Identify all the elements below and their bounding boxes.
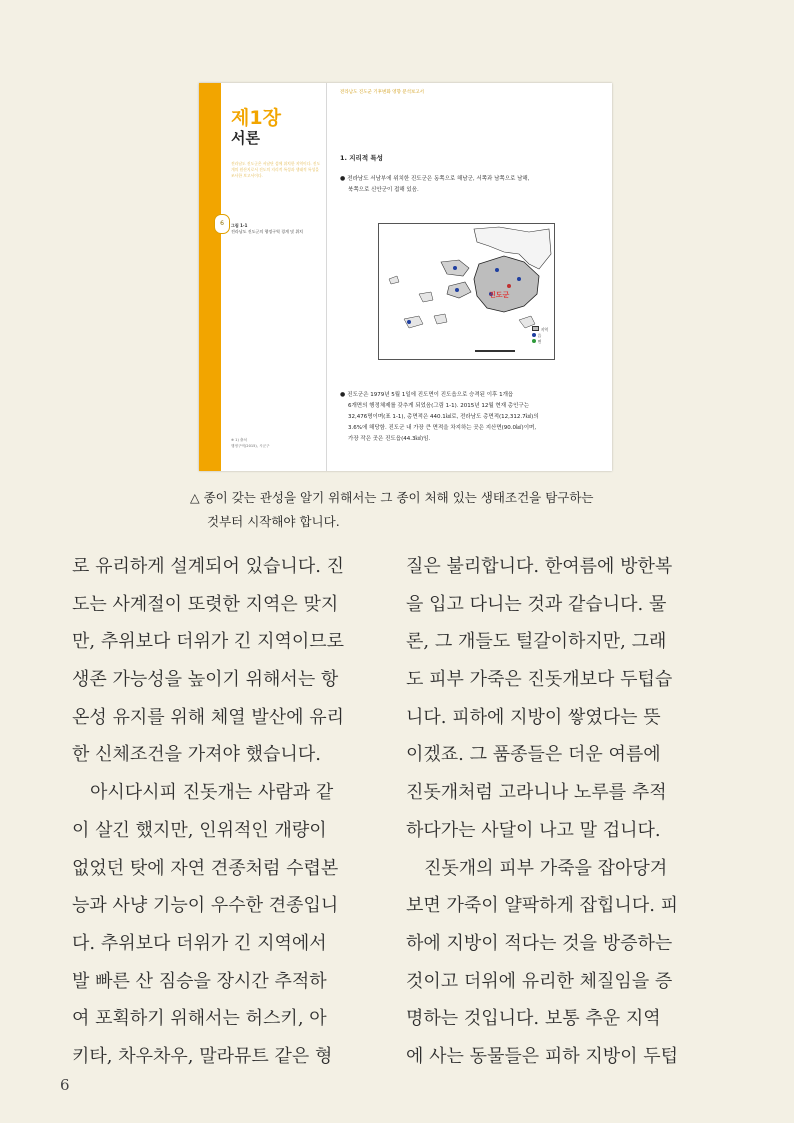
- text-line: 없었던 탓에 자연 견종처럼 수렵본: [72, 857, 339, 879]
- text-line: 것이고 더위에 유리한 체질임을 증: [406, 970, 673, 992]
- text-line: 발 빠른 산 짐승을 장시간 추적하: [72, 970, 327, 992]
- bullet-line: 전라남도 서남부에 위치한 진도군은 동쪽으로 해남군, 서쪽과 남쪽으로 남해,: [347, 176, 530, 182]
- township-marker: [407, 320, 411, 324]
- text-line: 온성 유지를 위해 체열 발산에 유리: [72, 706, 345, 728]
- county-seat-marker: [507, 284, 511, 288]
- legend-label: 지역: [540, 327, 548, 332]
- legend-swatch-myeon: [532, 339, 536, 343]
- legend-swatch-area: [532, 326, 539, 331]
- left-text-column: [72, 548, 372, 1076]
- running-header: 전라남도 진도군 기후변화 영향 분석보고서: [340, 90, 424, 95]
- text-line: 론, 그 개들도 털갈이하지만, 그래: [406, 631, 667, 653]
- text-line: 아시다시피 진돗개는 사람과 같: [72, 782, 334, 804]
- island-shape: [389, 276, 399, 284]
- text-line: 한 신체조건을 가져야 했습니다.: [72, 744, 321, 766]
- caption-line: 것부터 시작해야 합니다.: [207, 514, 340, 529]
- township-marker: [517, 277, 521, 281]
- figure-caption-text: 전라남도 진도군의 행정구역 경계 및 위치: [231, 228, 304, 234]
- text-line: 명하는 것입니다. 보통 추운 지역: [406, 1008, 661, 1030]
- page-number: 6: [60, 1076, 70, 1094]
- district-map: [378, 223, 555, 360]
- bullet-line: 32,476명이며(표 1-1), 총면적은 440.1㎢로, 전라남도 총면적(12,312.7㎢)의: [348, 414, 539, 420]
- bullet-icon: ●: [340, 391, 346, 398]
- source-note-line1: ※ 1) 출처: [231, 438, 247, 442]
- text-line: 진돗개처럼 고라니나 노루를 추적: [406, 782, 667, 804]
- map-legend: [532, 326, 548, 345]
- source-note-line2: 행정구역(2015), 시군구: [231, 443, 270, 448]
- chapter-color-bar: [199, 83, 221, 471]
- chapter-label: 제1장: [231, 107, 281, 129]
- text-line: 다. 추위보다 더위가 긴 지역에서: [72, 932, 327, 954]
- right-text-column: [406, 548, 706, 1076]
- text-line: 도 피부 가죽은 진돗개보다 두텁습: [406, 669, 673, 691]
- legend-label: 면: [537, 339, 542, 344]
- bullet-icon: ●: [340, 175, 346, 182]
- section-heading: 1. 지리적 특성: [340, 154, 383, 162]
- island-shape: [404, 316, 423, 328]
- chapter-summary: 전라남도 진도군은 서남단 섬에 위치한 지역이다. 진도개의 원산지로서 진도의 지리적 특성과 생태적 특성을 조사한 보고서이다.: [231, 161, 321, 178]
- bullet-line: 가장 작은 곳은 진도읍(44.3㎢)임.: [348, 436, 431, 442]
- bullet-line: 6개면의 행정체제를 갖추게 되었음(그림 1-1). 2015년 12월 현재 총인구는: [348, 403, 530, 409]
- text-line: 능과 사냥 기능이 우수한 견종입니: [72, 895, 339, 917]
- township-marker: [455, 288, 459, 292]
- scale-bar: [475, 350, 515, 352]
- text-line: 도는 사계절이 또렷한 지역은 맞지: [72, 593, 339, 615]
- township-marker: [453, 266, 457, 270]
- island-shape: [434, 314, 447, 324]
- district-label: 진도군: [489, 291, 510, 299]
- text-line: 하에 지방이 적다는 것을 방증하는: [406, 932, 673, 954]
- legend-label: 읍: [537, 333, 542, 338]
- photo-caption: [190, 486, 630, 534]
- text-line: 보면 가죽이 얄팍하게 잡힙니다. 피: [406, 895, 679, 917]
- chapter-title: 서론: [231, 129, 260, 147]
- island-shape: [419, 292, 433, 302]
- text-line: 질은 불리합니다. 한여름에 방한복: [406, 556, 673, 577]
- bullet-line: 3.6%에 해당함. 진도군 내 가장 큰 면적을 차지하는 곳은 지산면(90.0㎢)이며,: [348, 425, 537, 431]
- bullet-administration: [340, 389, 539, 445]
- bullet-line: 북쪽으로 신안군이 접해 있음.: [348, 187, 419, 193]
- chapter-sidebar: [221, 83, 326, 471]
- text-line: 만, 추위보다 더위가 긴 지역이므로: [72, 631, 345, 653]
- bullet-geography: [340, 173, 529, 196]
- text-line: 이겠죠. 그 품종들은 더운 여름에: [406, 744, 661, 766]
- map-illustration: [379, 224, 554, 359]
- legend-swatch-eup: [532, 333, 536, 337]
- figure-caption: [231, 223, 323, 234]
- bullet-line: 진도군은 1979년 5월 1일에 진도면이 진도읍으로 승격된 이후 1개읍: [347, 392, 514, 398]
- text-line: 에 사는 동물들은 피하 지방이 두텁: [406, 1045, 679, 1067]
- text-line: 여 포획하기 위해서는 허스키, 아: [72, 1008, 327, 1030]
- text-line: 생존 가능성을 높이기 위해서는 항: [72, 669, 339, 691]
- report-figure: [199, 83, 612, 471]
- text-line: 이 살긴 했지만, 인위적인 개량이: [72, 819, 327, 841]
- figure-caption-number: 그림 1-1: [231, 223, 248, 228]
- page-tab: 6: [214, 214, 230, 234]
- township-marker: [495, 268, 499, 272]
- text-line: 하다가는 사달이 나고 말 겁니다.: [406, 819, 661, 841]
- text-line: 을 입고 다니는 것과 같습니다. 물: [406, 593, 667, 615]
- text-line: 니다. 피하에 지방이 쌓였다는 뜻: [406, 706, 661, 728]
- column-divider: [326, 83, 327, 471]
- text-line: 로 유리하게 설계되어 있습니다. 진: [72, 556, 345, 577]
- source-note: [231, 438, 323, 449]
- text-line: 키타, 차우차우, 말라뮤트 같은 형: [72, 1045, 333, 1067]
- report-main: [336, 83, 604, 471]
- caption-line: △ 종이 갖는 관성을 알기 위해서는 그 종이 처해 있는 생태조건을 탐구하는: [190, 490, 594, 505]
- text-line: 진돗개의 피부 가죽을 잡아당겨: [406, 857, 668, 879]
